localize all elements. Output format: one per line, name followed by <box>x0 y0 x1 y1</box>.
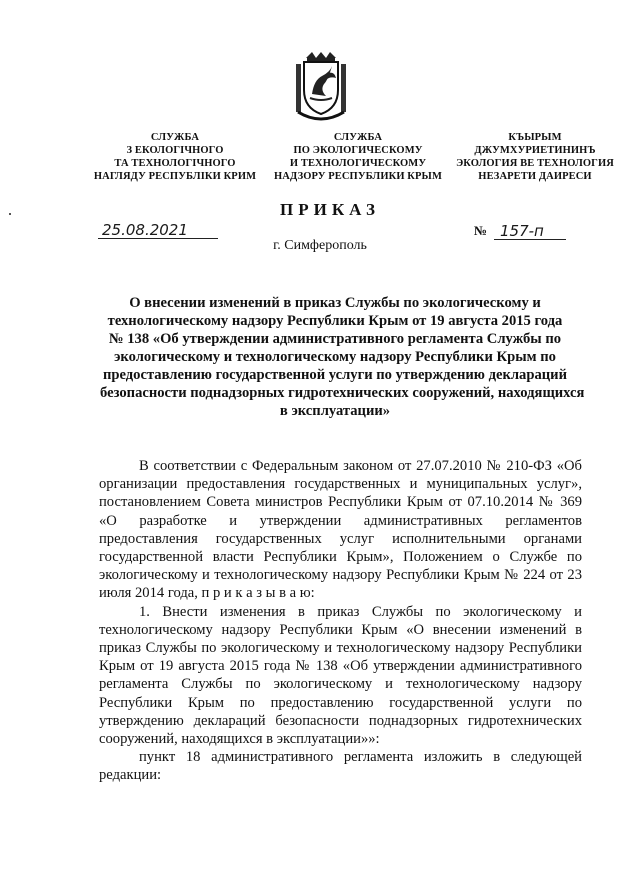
header-line: НАГЛЯДУ РЕСПУБЛІКИ КРИМ <box>93 171 257 182</box>
scan-artifact <box>9 213 11 215</box>
order-date: 25.08.2021 <box>98 221 218 239</box>
body-paragraph: пункт 18 административного регламента изложить в следующей редакции: <box>99 749 582 784</box>
header-russian-name <box>258 131 458 183</box>
order-number-label: № <box>474 223 488 238</box>
body-paragraph: В соответствии с Федеральным законом от 27.07.2010 № 210-ФЗ «Об организации предоставления государственных и муниципальных услуг», постановлением Совета министров Республики Крым от 07.10.2014 № 369 «О разработке и утверждении административных регламентов предоставления государственных услуг исполнительными органами государственной власти Республики Крым», Положением о Службе по экологическому и технологическому надзору Республики Крым № 224 от 23 июля 2014 года, п р и к а з ы в а ю: <box>99 458 582 602</box>
title-line: № 138 «Об утверждении административного регламента Службы по <box>108 331 562 347</box>
document-body <box>99 457 582 785</box>
header-line: СЛУЖБА <box>333 132 383 143</box>
header-line: И ТЕХНОЛОГИЧЕСКОМУ <box>289 158 427 169</box>
header-line: ПО ЭКОЛОГИЧЕСКОМУ <box>293 145 423 156</box>
order-city: г. Симферополь <box>273 238 367 253</box>
order-number: 157-п <box>494 222 566 240</box>
title-line: предоставлению государственной услуги по утверждению деклараций <box>102 367 567 383</box>
header-line: ЭКОЛОГИЯ ВЕ ТЕХНОЛОГИЯ <box>456 158 614 169</box>
header-line: НАДЗОРУ РЕСПУБЛИКИ КРЫМ <box>274 171 442 182</box>
crimea-coat-of-arms-icon <box>296 50 346 124</box>
title-line: безопасности поднадзорных гидротехнических сооружений, находящихся <box>100 385 585 401</box>
header-line: СЛУЖБА <box>150 132 200 143</box>
title-line: экологическому и технологическому надзору Республики Крым по <box>114 349 556 365</box>
header-line: З ЕКОЛОГІЧНОГО <box>126 145 224 156</box>
title-line: в эксплуатации» <box>279 403 391 419</box>
header-line: ТА ТЕХНОЛОГІЧНОГО <box>114 158 236 169</box>
document-title <box>100 294 585 420</box>
header-line: КЪЫРЫМ <box>508 132 562 143</box>
header-line: ДЖУМХУРИЕТИНИНЪ <box>474 145 596 156</box>
body-paragraph: 1. Внести изменения в приказ Службы по экологическому и технологическому надзору Республики Крым «О внесении изменений в приказ Службы по экологическому и технологическому надзору Республики Крым от 19 августа 2015 года № 138 «Об утверждении административного регламента Службы по экологическому и технологическому надзору Республики Крым по предоставлению государственной услуги по утверждению деклараций безопасности поднадзорных гидротехнических сооружений, находящихся в эксплуатации»»: <box>99 603 582 748</box>
header-crimean-tatar-name <box>450 131 620 183</box>
header-ukrainian-name <box>90 131 260 183</box>
title-line: О внесении изменений в приказ Службы по экологическому и <box>129 295 541 311</box>
header-line: НЕЗАРЕТИ ДАИРЕСИ <box>478 171 592 182</box>
order-title: ПРИКАЗ <box>280 200 380 219</box>
title-line: технологическому надзору Республики Крым от 19 августа 2015 года <box>107 313 563 329</box>
